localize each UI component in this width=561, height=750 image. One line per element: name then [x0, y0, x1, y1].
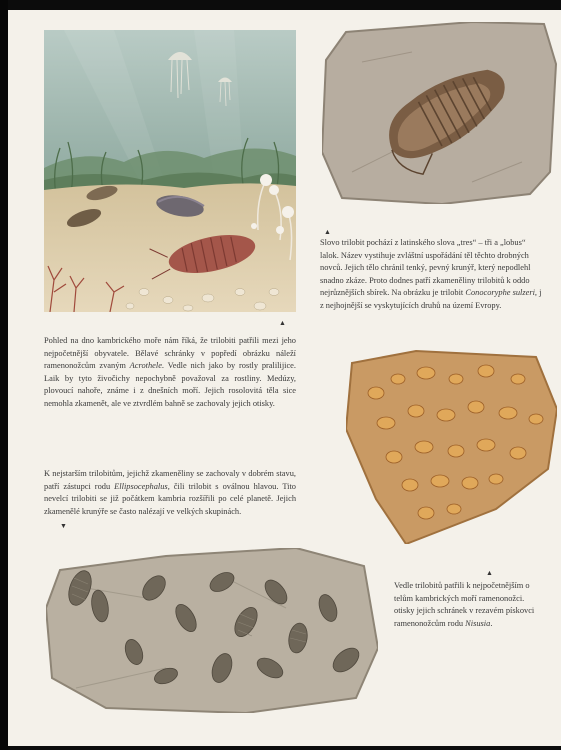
- brachiopod-sandstone-photo: [346, 349, 557, 544]
- text-line: Pohled na dno kambrického moře nám říká, že trilobiti patřili mezi: [44, 336, 279, 345]
- text-line: Medúzy, plovoucí nahoře, známe i z dnešních moří. Jejich rosolovitá: [44, 373, 296, 396]
- text-line: z nejhojnější se vyskytujících druhů na území Evropy.: [320, 300, 502, 310]
- text-line: Vedle trilobitů patřili k nejpočetnějším o: [394, 581, 530, 590]
- text-line: , čili trilobit s oválnou hlavou.: [167, 481, 279, 491]
- conocoryphe-fossil-photo: [322, 22, 557, 204]
- caption-trilobite-name: [320, 237, 558, 313]
- caption-seafloor: [44, 335, 296, 411]
- text-line: . Vedle nich jako by rostly: [161, 361, 259, 371]
- text-line: ramenonožcům rodu: [394, 618, 466, 628]
- text-line: náleží ramenonožcům zvaným: [44, 348, 296, 371]
- caption-arrow: ▲: [324, 228, 331, 236]
- text-line: Slovo trilobit pochází z latinského slova „tres“ – tři a „lobus“: [320, 238, 526, 247]
- genus-name: Acrothele: [129, 361, 162, 371]
- caption-oldest-trilobites: [44, 468, 296, 518]
- text-line: , j: [534, 288, 542, 298]
- caption-arrow: ▲: [486, 569, 493, 577]
- text-line: otisky.: [252, 398, 275, 408]
- ellipsocephalus-slab-photo: [46, 548, 378, 713]
- text-line: Tito nevelcí trilobiti se již počátkem kambria rozšířili po celé planetě.: [44, 481, 296, 504]
- text-line: těla sice nemohla zkamenět, ale ve ztvrdlém bahně se zachovaly jejich: [44, 386, 297, 408]
- text-line: stavu, patří zástupci rodu: [44, 469, 296, 491]
- text-line: pralilijice. Laik by tyto živočichy nepochybně považoval za rostliny.: [44, 361, 296, 383]
- genus-name: Ellipsocephalus: [114, 481, 168, 491]
- caption-brachiopods: [394, 580, 558, 630]
- text-line: otisky jejich schránek v rezavém pískovci: [394, 606, 535, 616]
- cambrian-seafloor-illustration: [44, 30, 296, 312]
- caption-arrow: ▲: [279, 319, 286, 327]
- text-line: novců. Jejich tělo chránil tenký, pevný krunýř, který nepodlehl: [320, 263, 531, 273]
- text-line: snadno zkáze. Proto dodnes patří zkameněliny trilobitů k oddo: [320, 275, 530, 285]
- text-line: nejrůznějších sbírek. Na obrázku je trilobit: [320, 288, 466, 298]
- text-line: telům kambrických moří ramenonožci.: [394, 593, 525, 603]
- scan-edge: [0, 0, 8, 750]
- caption-arrow: ▼: [60, 522, 67, 530]
- text-line: lalok. Název vystihuje zvláštní uspořádání těl těchto drobných: [320, 250, 529, 260]
- text-line: K nejstarším trilobitům, jejichž zkameněliny se zachovaly v dobrém: [44, 469, 274, 478]
- genus-name: Nisusia: [465, 618, 491, 628]
- text-line: jeho nejpočetnější obyvatele. Bělavé schránky v popředí obrázku: [44, 336, 296, 358]
- text-line: Jejich zkamenělé krunýře se často nalézají ve velkých skupinách.: [44, 494, 297, 516]
- species-name: Conocoryphe sulzeri: [465, 288, 535, 298]
- text-line: .: [490, 618, 493, 628]
